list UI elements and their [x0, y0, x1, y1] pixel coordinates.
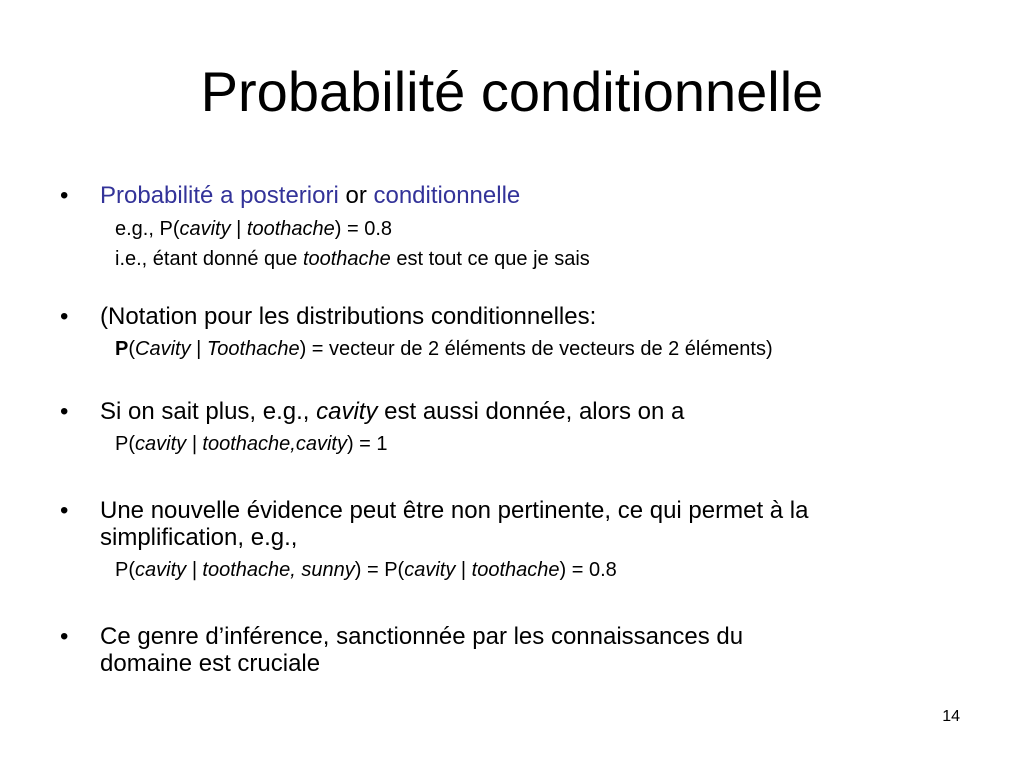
notation-vector: P(Cavity | Toothache) = vecteur de 2 éléments de vecteurs de 2 éléments)	[115, 338, 773, 360]
explanation-toothache: i.e., étant donné que toothache est tout ce que je sais	[115, 248, 590, 270]
term-conditional: conditionnelle	[373, 182, 521, 209]
bullet-posterior	[60, 182, 970, 209]
bullet-glyph: •	[60, 182, 69, 209]
page-number: 14	[942, 708, 960, 725]
slide-title: Probabilité conditionnelle	[200, 60, 824, 123]
bullet-glyph: •	[60, 398, 69, 425]
bullet-more-known: • Si on sait plus, e.g., cavity est aussi donnée, alors on a	[60, 398, 685, 425]
bullet-domain-knowledge: • Ce genre d’inférence, sanctionnée par les connaissances du domaine est cruciale	[60, 623, 744, 677]
bullet-glyph: •	[60, 303, 69, 330]
term-posterior: Probabilité a posteriori	[100, 182, 339, 209]
bullet-notation: • (Notation pour les distributions conditionnelles:	[60, 303, 597, 330]
example-cavity-toothache: e.g., P(cavity | toothache) = 0.8	[115, 218, 393, 240]
connector-or: or	[338, 182, 374, 209]
bullet-irrelevant-evidence: • Une nouvelle évidence peut être non pertinente, ce qui permet à la simplification, e.g.,	[60, 497, 809, 551]
bullet-glyph: •	[60, 623, 69, 650]
example-sunny: P(cavity | toothache, sunny) = P(cavity | toothache) = 0.8	[115, 559, 617, 581]
example-equals-one: P(cavity | toothache,cavity) = 1	[115, 433, 388, 455]
bullet-glyph: •	[60, 497, 69, 524]
